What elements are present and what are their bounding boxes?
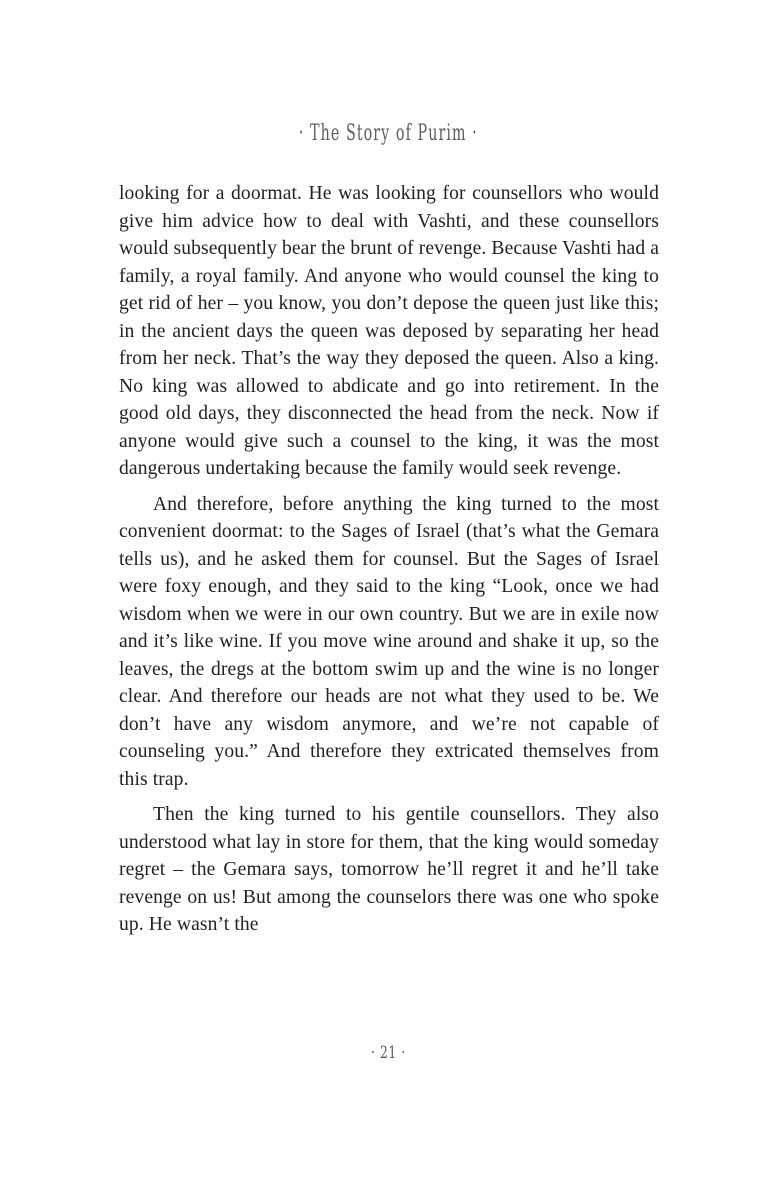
- paragraph-3: Then the king turned to his gentile counsellors. They also understood what lay in store for them, that the king would someday regret – the Gemara says, tomorrow he’ll regret it and he’ll take revenge on us! But among the counselors there was one who spoke up. He wasn’t the: [119, 804, 659, 935]
- page-footer: [0, 1043, 776, 1063]
- running-header: [0, 121, 776, 146]
- paragraph-1: looking for a doormat. He was looking for counsellors who would give him advice how to deal with Vashti, and these counsellors would subsequently bear the brunt of revenge. Because Vashti had a family, a royal family. And anyone who would counsel the king to get rid of her – you know, you don’t depose the queen just like this; in the ancient days the queen was deposed by separating her head from her neck. That’s the way they deposed the queen. Also a king. No king was allowed to abdicate and go into retirement. In the good old days, they disconnected the head from the neck. Now if anyone would give such a counsel to the king, it was the most dangerous undertaking because the family would seek revenge.: [119, 183, 660, 479]
- paragraph-2: And therefore, before anything the king turned to the most convenient doormat: to the Sages of Israel (that’s what the Gemara tells us), and he asked them for counsel. But the Sages of Israel were foxy enough, and they said to the king “Look, once we had wisdom when we were in our own country. But we are in exile now and it’s like wine. If you move wine around and shake it up, so the leaves, the dregs at the bottom swim up and the wine is no longer clear. And therefore our heads are not what they used to be. We don’t have any wisdom anymore, and we’re not capable of counseling you.” And therefore they extricated themselves from this trap.: [119, 493, 659, 790]
- running-header-title: · The Story of Purim ·: [298, 121, 478, 146]
- page-body-text: [119, 180, 659, 939]
- page-number: · 21 ·: [370, 1043, 406, 1063]
